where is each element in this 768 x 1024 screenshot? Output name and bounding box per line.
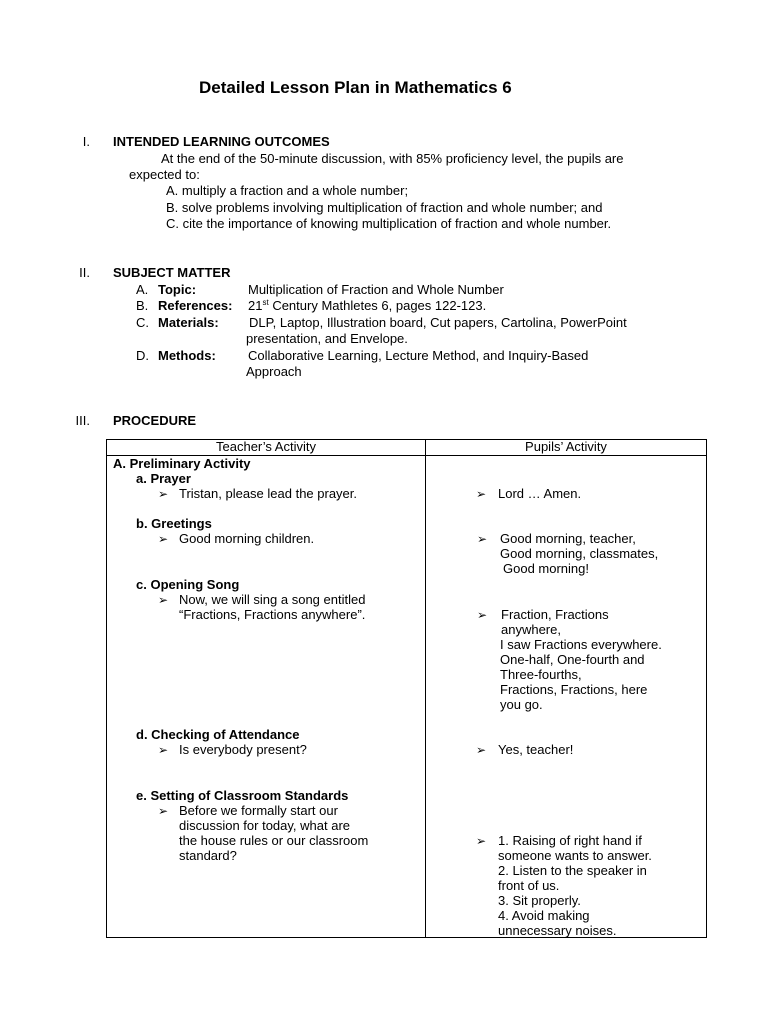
bullet-arrow-icon: ➢ [476, 743, 487, 757]
teacher-line: standard? [179, 848, 237, 863]
references-label: References: [158, 298, 233, 313]
teacher-line: Good morning children. [179, 531, 315, 546]
pupils-line: Three-fourths, [500, 667, 582, 682]
pupils-line: unnecessary noises. [498, 923, 617, 938]
teacher-line: Is everybody present? [179, 742, 307, 757]
column-divider [425, 440, 426, 937]
section-number: III. [75, 413, 90, 428]
teacher-line: Before we formally start our [179, 803, 338, 818]
activity-label: b. Greetings [136, 516, 212, 531]
topic-label: Topic: [158, 282, 197, 297]
page-title: Detailed Lesson Plan in Mathematics 6 [199, 78, 512, 97]
outcome-item: A. multiply a fraction and a whole number; [166, 183, 409, 198]
section-heading: SUBJECT MATTER [113, 265, 231, 280]
bullet-arrow-icon: ➢ [477, 608, 488, 622]
bullet-arrow-icon: ➢ [477, 532, 488, 546]
list-letter: B. [136, 298, 149, 313]
outcome-item: B. solve problems involving multiplication of fraction and whole number; and [166, 200, 603, 215]
bullet-arrow-icon: ➢ [158, 743, 169, 757]
list-letter: D. [136, 348, 149, 363]
activity-label: c. Opening Song [136, 577, 240, 592]
pupils-line: 2. Listen to the speaker in [498, 863, 647, 878]
methods-label: Methods: [158, 348, 216, 363]
methods-value: Collaborative Learning, Lecture Method, and Inquiry-Based [248, 348, 589, 363]
pupils-line: Yes, teacher! [498, 742, 574, 757]
bullet-arrow-icon: ➢ [158, 593, 169, 607]
section-number: II. [79, 265, 90, 280]
pupils-line: 4. Avoid making [498, 908, 590, 923]
activity-label: e. Setting of Classroom Standards [136, 788, 349, 803]
pupils-line: someone wants to answer. [498, 848, 652, 863]
materials-value: DLP, Laptop, Illustration board, Cut papers, Cartolina, PowerPoint [249, 315, 627, 330]
pupils-line: you go. [500, 697, 543, 712]
outcomes-intro: At the end of the 50-minute discussion, with 85% proficiency level, the pupils are [161, 151, 624, 166]
pupils-line: I saw Fractions everywhere. [500, 637, 662, 652]
outcomes-intro: expected to: [129, 167, 200, 182]
topic-value: Multiplication of Fraction and Whole Number [248, 282, 504, 297]
materials-value: presentation, and Envelope. [246, 331, 408, 346]
methods-value: Approach [246, 364, 302, 379]
pupils-line: 1. Raising of right hand if [498, 833, 642, 848]
teacher-line: the house rules or our classroom [179, 833, 369, 848]
bullet-arrow-icon: ➢ [158, 487, 169, 501]
pupils-line: 3. Sit properly. [498, 893, 581, 908]
procedure-table [106, 439, 707, 938]
section-heading: PROCEDURE [113, 413, 197, 428]
bullet-arrow-icon: ➢ [476, 834, 487, 848]
header-teacher-activity: Teacher’s Activity [216, 439, 316, 454]
pupils-line: Good morning, teacher, [500, 531, 636, 546]
pupils-line: Fractions, Fractions, here [500, 682, 648, 697]
pupils-line: Lord … Amen. [498, 486, 582, 501]
outcome-item: C. cite the importance of knowing multiplication of fraction and whole number. [166, 216, 612, 231]
activity-label: d. Checking of Attendance [136, 727, 300, 742]
bullet-arrow-icon: ➢ [158, 804, 169, 818]
materials-label: Materials: [158, 315, 219, 330]
teacher-line: “Fractions, Fractions anywhere”. [179, 607, 366, 622]
teacher-line: Tristan, please lead the prayer. [179, 486, 358, 501]
list-letter: A. [136, 282, 149, 297]
section-number: I. [82, 134, 90, 149]
pupils-line: Good morning! [503, 561, 589, 576]
references-value: 21st Century Mathletes 6, pages 122-123. [248, 298, 487, 313]
bullet-arrow-icon: ➢ [158, 532, 169, 546]
pupils-line: One-half, One-fourth and [500, 652, 645, 667]
section-heading: INTENDED LEARNING OUTCOMES [113, 134, 330, 149]
bullet-arrow-icon: ➢ [476, 487, 487, 501]
teacher-line: Now, we will sing a song entitled [179, 592, 366, 607]
teacher-line: discussion for today, what are [179, 818, 351, 833]
pupils-line: Fraction, Fractions [501, 607, 609, 622]
header-pupils-activity: Pupils’ Activity [525, 439, 607, 454]
activity-section-heading: A. Preliminary Activity [113, 456, 251, 471]
activity-label: a. Prayer [136, 471, 191, 486]
list-letter: C. [136, 315, 149, 330]
pupils-line: front of us. [498, 878, 560, 893]
pupils-line: anywhere, [501, 622, 561, 637]
pupils-line: Good morning, classmates, [500, 546, 659, 561]
